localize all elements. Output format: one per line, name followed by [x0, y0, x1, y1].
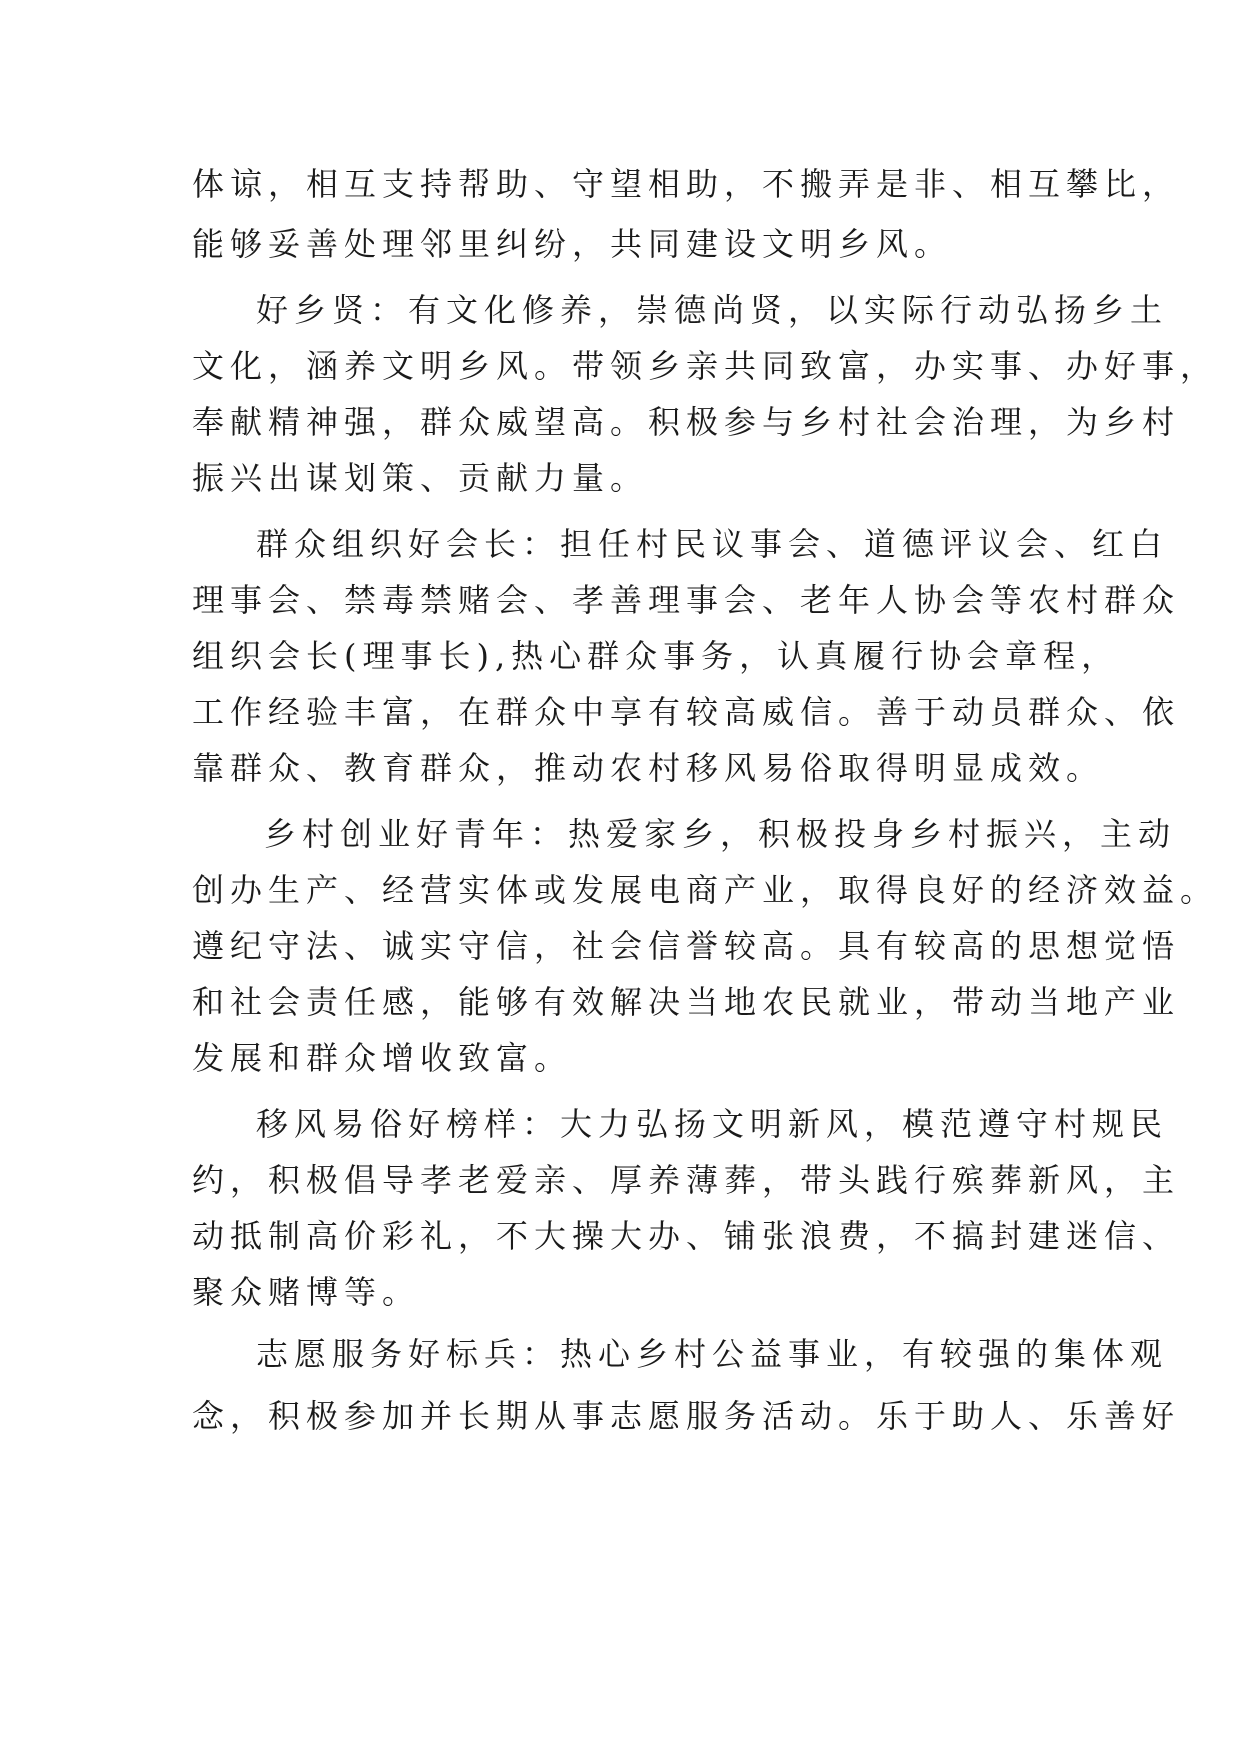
paragraph-first-line: 乡村创业好青年：热爱家乡，积极投身乡村振兴，主动 [264, 815, 1177, 853]
text-line: 振兴出谋划策、贡献力量。 [192, 459, 649, 497]
text-line: 聚众赌博等。 [192, 1273, 421, 1311]
text-line: 靠群众、教育群众，推动农村移风易俗取得明显成效。 [192, 749, 1105, 787]
text-line: 能够妥善处理邻里纠纷，共同建设文明乡风。 [192, 225, 953, 263]
text-line: 动抵制高价彩礼，不大操大办、铺张浪费，不搞封建迷信、 [192, 1217, 1181, 1255]
text-line: 和社会责任感，能够有效解决当地农民就业，带动当地产业 [192, 983, 1181, 1021]
text-line: 创办生产、经营实体或发展电商产业，取得良好的经济效益。 [192, 871, 1219, 909]
text-line: 约，积极倡导孝老爱亲、厚养薄葬，带头践行殡葬新风，主 [192, 1161, 1181, 1199]
text-line: 工作经验丰富，在群众中享有较高威信。善于动员群众、依 [192, 693, 1181, 731]
paragraph-first-line: 移风易俗好榜样：大力弘扬文明新风，模范遵守村规民 [256, 1105, 1169, 1143]
text-line: 文化，涵养文明乡风。带领乡亲共同致富，办实事、办好事， [192, 347, 1219, 385]
paragraph-first-line: 志愿服务好标兵：热心乡村公益事业，有较强的集体观 [256, 1335, 1169, 1373]
text-line: 理事会、禁毒禁赌会、孝善理事会、老年人协会等农村群众 [192, 581, 1181, 619]
text-line: 组织会长(理事长),热心群众事务，认真履行协会章程， [192, 637, 1120, 675]
text-line: 遵纪守法、诚实守信，社会信誉较高。具有较高的思想觉悟 [192, 927, 1181, 965]
text-line: 奉献精神强，群众威望高。积极参与乡村社会治理，为乡村 [192, 403, 1181, 441]
text-line: 体谅，相互支持帮助、守望相助，不搬弄是非、相互攀比， [192, 165, 1181, 203]
text-line: 念，积极参加并长期从事志愿服务活动。乐于助人、乐善好 [192, 1397, 1181, 1435]
paragraph-first-line: 好乡贤：有文化修养，崇德尚贤，以实际行动弘扬乡土 [256, 291, 1169, 329]
text-line: 发展和群众增收致富。 [192, 1039, 573, 1077]
paragraph-first-line: 群众组织好会长：担任村民议事会、道德评议会、红白 [256, 525, 1169, 563]
